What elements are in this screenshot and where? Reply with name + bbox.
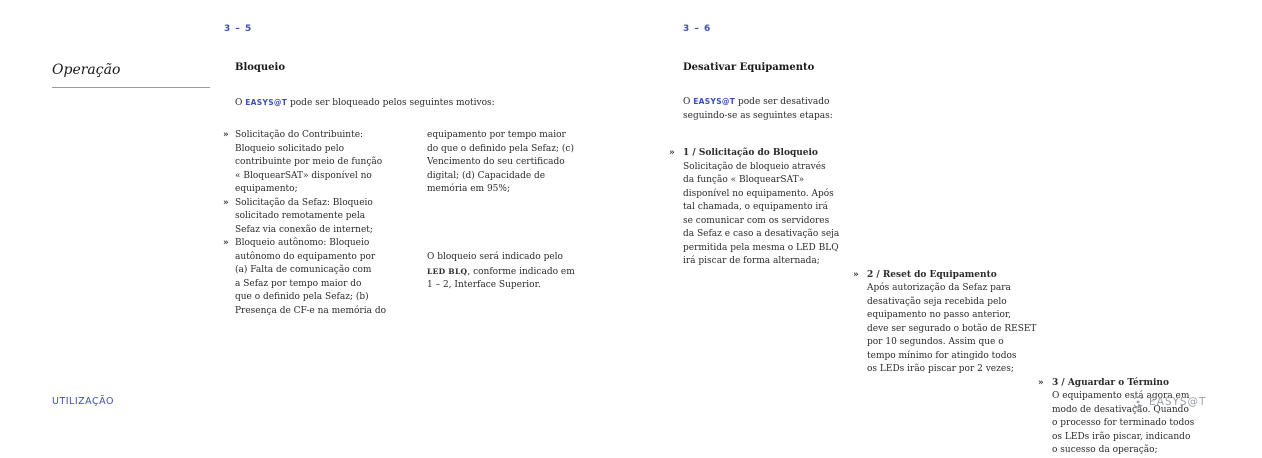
- step-title: 2 / Reset do Equipamento: [867, 269, 997, 280]
- bullet-icon: »: [223, 197, 229, 208]
- list-item: [223, 129, 423, 197]
- step-line: desativação seja recebida pelo: [867, 296, 1007, 307]
- logo-icon: [1131, 395, 1145, 409]
- intro-prefix: O: [235, 98, 246, 108]
- list-line: equipamento por tempo maior: [427, 130, 566, 140]
- step-line: da função « BloquearSAT»: [683, 175, 805, 185]
- list-line: « BloquearSAT» disponível no: [235, 170, 372, 181]
- page-number-left: 3 – 5: [224, 24, 253, 34]
- list-line: Bloqueio solicitado pelo: [235, 143, 345, 154]
- section-label: Operação: [52, 62, 121, 78]
- step-line: O equipamento está agora em: [1052, 391, 1190, 401]
- step-title: 3 / Aguardar o Término: [1052, 377, 1169, 388]
- bloqueio-led-note: [427, 251, 597, 293]
- footer-section-label: UTILIZAÇÃO: [52, 396, 114, 407]
- note-line: O bloqueio será indicado pelo: [427, 252, 563, 262]
- list-line: a Sefaz por tempo maior do: [235, 278, 362, 289]
- step-line: o processo for terminado todos: [1052, 418, 1195, 428]
- step-line: irá piscar de forma alternada;: [683, 256, 820, 266]
- step-2: [853, 269, 1047, 377]
- step-line: disponível no equipamento. Após: [683, 188, 834, 199]
- section-divider: [52, 87, 210, 88]
- led-label: LED BLQ: [427, 266, 468, 276]
- list-line: digital; (d) Capacidade de: [427, 170, 546, 181]
- step-line: equipamento no passo anterior,: [867, 310, 1012, 320]
- step-line: os LEDs irão piscar, indicando: [1052, 431, 1191, 442]
- list-line: Bloqueio autônomo: Bloqueio: [235, 238, 370, 248]
- bloqueio-column-1: [223, 129, 423, 318]
- list-line: Presença de CF-e na memória do: [235, 305, 387, 316]
- intro-desativar: O EASYS@T pode ser desativado seguindo-se as seguintes etapas:: [683, 97, 833, 121]
- list-line: solicitado remotamente pela: [235, 211, 366, 221]
- page-number-right: 3 – 6: [683, 24, 712, 34]
- bullet-icon: »: [223, 130, 229, 140]
- step-line: por 10 segundos. Assim que o: [867, 337, 1004, 347]
- list-line: Sefaz via conexão de internet;: [235, 224, 373, 235]
- bullet-icon: »: [669, 148, 675, 158]
- list-item: [223, 237, 423, 318]
- step-line: se comunicar com os servidores: [683, 215, 830, 226]
- footer-logo: [1131, 395, 1206, 409]
- list-line: equipamento;: [235, 184, 298, 194]
- list-line: autônomo do equipamento por: [235, 251, 376, 262]
- list-line: que o definido pela Sefaz; (b): [235, 292, 369, 302]
- step-line: os LEDs irão piscar por 2 vezes;: [867, 364, 1014, 374]
- list-line: Solicitação da Sefaz: Bloqueio: [235, 197, 373, 208]
- step-line: o sucesso da operação;: [1052, 445, 1158, 455]
- step-line: deve ser segurado o botão de RESET: [867, 323, 1037, 334]
- bullet-icon: »: [1038, 377, 1044, 388]
- intro-bloqueio: [235, 96, 495, 110]
- bloqueio-column-2: [427, 129, 597, 197]
- step-line: da Sefaz e caso a desativação seja: [683, 229, 840, 239]
- step-line: Solicitação de bloqueio através: [683, 161, 826, 172]
- step-line: modo de desativação. Quando: [1052, 404, 1189, 415]
- list-line: memória em 95%;: [427, 184, 510, 194]
- list-line: contribuinte por meio de função: [235, 157, 383, 167]
- step-line: Após autorização da Sefaz para: [867, 283, 1011, 293]
- logo-text: EASYS@T: [1149, 396, 1207, 408]
- step-3: [1038, 377, 1232, 458]
- brand-name: EASYS@T: [245, 98, 288, 107]
- heading-bloqueio: Bloqueio: [235, 62, 286, 73]
- step-line: permitida pela mesma o LED BLQ: [683, 242, 839, 253]
- heading-desativar: Desativar Equipamento: [683, 62, 815, 73]
- brand-name: EASYS@T: [693, 97, 736, 106]
- bullet-icon: »: [223, 238, 229, 248]
- list-item: [223, 197, 423, 238]
- list-line: Vencimento do seu certificado: [427, 157, 565, 167]
- step-line: tempo mínimo for atingido todos: [867, 350, 1017, 361]
- list-line: do que o definido pela Sefaz; (c): [427, 143, 574, 154]
- note-line: LED BLQ, conforme indicado em: [427, 266, 575, 277]
- step-line: tal chamada, o equipamento irá: [683, 202, 828, 212]
- step-title: 1 / Solicitação do Bloqueio: [683, 148, 818, 158]
- step-1: [669, 147, 863, 269]
- list-line: Solicitação do Contribuinte:: [235, 130, 364, 140]
- list-line: (a) Falta de comunicação com: [235, 265, 372, 275]
- bullet-icon: »: [853, 269, 859, 280]
- note-line: 1 – 2, Interface Superior.: [427, 280, 541, 290]
- intro-suffix: pode ser bloqueado pelos seguintes motivos:: [287, 98, 495, 108]
